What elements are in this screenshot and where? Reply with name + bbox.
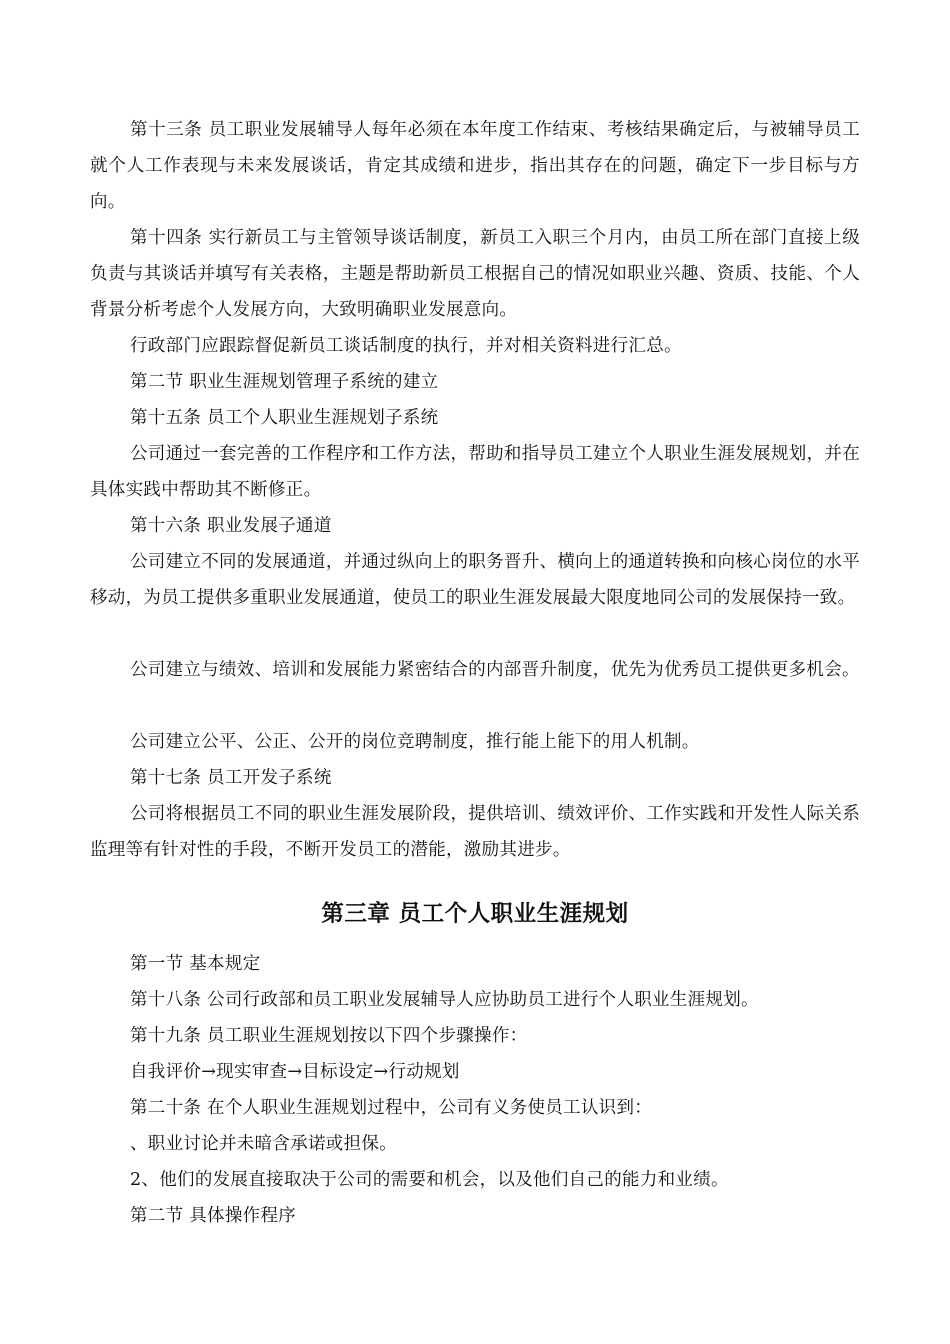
list-item-1: 、职业讨论并未暗含承诺或担保。 (130, 1134, 397, 1154)
list-item-2: 2、他们的发展直接取决于公司的需要和机会，以及他们自己的能力和业绩。 (130, 1170, 729, 1190)
paragraph-channels: 公司建立不同的发展通道，并通过纵向上的职务晋升、横向上的通道转换和向核心岗位的水平移动，为员工提供多重职业发展通道，使员工的职业生涯发展最大限度地同公司的发展保持一致。 (90, 552, 860, 608)
article-20: 第二十条 在个人职业生涯规划过程中，公司有义务使员工认识到： (130, 1098, 653, 1118)
section-2-heading: 第二节 职业生涯规划管理子系统的建立 (130, 372, 439, 392)
chapter-3-title: 第三章 员工个人职业生涯规划 (321, 901, 629, 927)
paragraph-promotion: 公司建立与绩效、培训和发展能力紧密结合的内部晋升制度，优先为优秀员工提供更多机会。 (130, 660, 860, 680)
article-17: 第十七条 员工开发子系统 (130, 768, 332, 788)
paragraph-admin-followup: 行政部门应跟踪督促新员工谈话制度的执行，并对相关资料进行汇总。 (130, 336, 682, 356)
section-2-procedure-heading: 第二节 具体操作程序 (130, 1206, 297, 1226)
steps-line: 自我评价→现实审查→目标设定→行动规划 (130, 1062, 460, 1082)
article-16: 第十六条 职业发展子通道 (130, 516, 332, 536)
article-13: 第十三条 员工职业发展辅导人每年必须在本年度工作结束、考核结果确定后，与被辅导员工就个人工作表现与未来发展谈话，肯定其成绩和进步，指出其存在的问题，确定下一步目标与方向。 (90, 120, 860, 212)
paragraph-competition: 公司建立公平、公正、公开的岗位竞聘制度，推行能上能下的用人机制。 (130, 732, 700, 752)
paragraph-career-plan: 公司通过一套完善的工作程序和工作方法，帮助和指导员工建立个人职业生涯发展规划，并在具体实践中帮助其不断修正。 (90, 444, 860, 500)
article-18: 第十八条 公司行政部和员工职业发展辅导人应协助员工进行个人职业生涯规划。 (130, 990, 759, 1010)
article-15: 第十五条 员工个人职业生涯规划子系统 (130, 408, 439, 428)
article-19: 第十九条 员工职业生涯规划按以下四个步骤操作： (130, 1026, 528, 1046)
article-14: 第十四条 实行新员工与主管领导谈话制度，新员工入职三个月内，由员工所在部门直接上级负责与其谈话并填写有关表格，主题是帮助新员工根据自己的情况如职业兴趣、资质、技能、个人背景分析考虑个人发展方向，大致明确职业发展意向。 (90, 228, 860, 320)
section-1-heading: 第一节 基本规定 (130, 954, 261, 974)
paragraph-development: 公司将根据员工不同的职业生涯发展阶段，提供培训、绩效评价、工作实践和开发性人际关系监理等有针对性的手段，不断开发员工的潜能，激励其进步。 (90, 804, 860, 860)
